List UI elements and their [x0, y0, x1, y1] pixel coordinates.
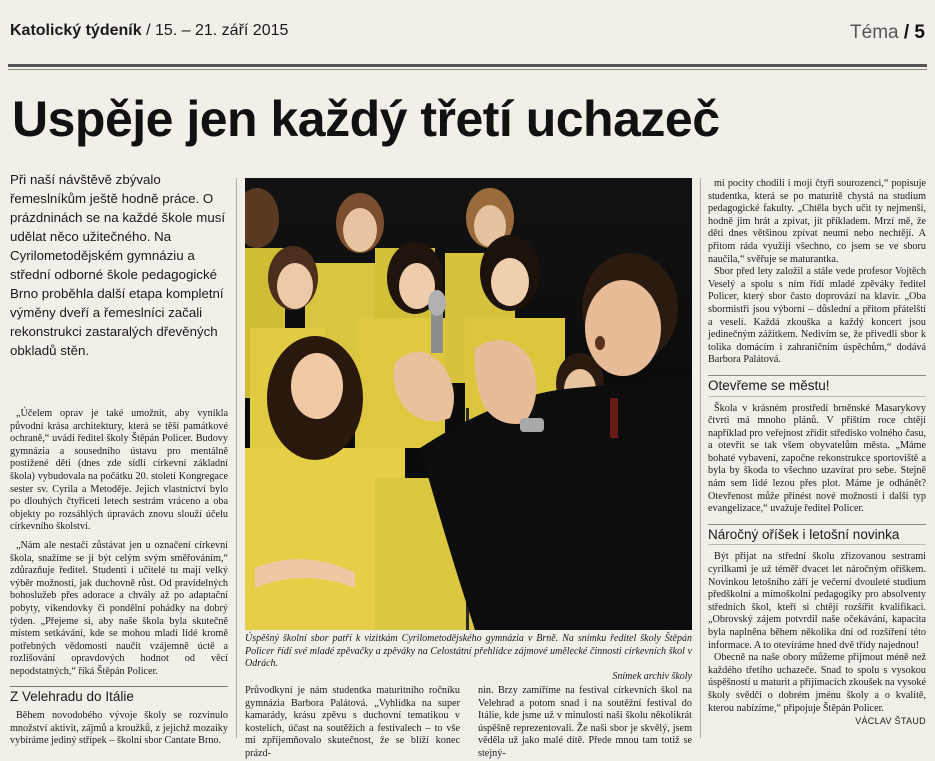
author-signoff: VÁCLAV ŠTAUD: [855, 716, 926, 727]
right-paragraph-2: Sbor před lety založil a stále vede profesor Vojtěch Veselý a spolu s ním řídí mladé zpěváky ředitel Policer, který sbor často doprovází na klavír. „Oba sbormistři jsou výborní – důslední a přitom přátelští a veselí. Každá zkouška a každý koncert jsou jedinečným zážitkem. Nedivím se, že přivedli sbor k tolika domácím i zahraničním úspěchům,“ dodává Barbora Palátová.: [708, 266, 926, 366]
section-heading-novinka: Náročný oříšek i letošní novinka: [708, 524, 926, 546]
masthead-left: [10, 22, 288, 40]
left-paragraph-3: Během novodobého vývoje školy se rozvinulo množství aktivit, zájmů a kroužků, z jejichž mozaiky vybíráme jediný střípek – školní sbor Cantate Brno.: [10, 710, 228, 747]
issue-date: / 15. – 21. září 2015: [146, 22, 289, 39]
left-paragraph-1: „Účelem oprav je také umožnit, aby vynikla původní krása architektury, která se těší památkové ochraně,“ uvádí ředitel školy Štěpán Policer. Budovy gymnázia a sousedního ústavu pro mentálně postižené děti (dnes zde sídlí církevní základní škola) vybudovala na počátku 20. století Kongregace sester sv. Cyrila a Metoděje. Jejich vlastnictví bylo po dlouhých čtyřiceti letech sestrám vráceno a oba objekty po rozsáhlých úpravách znovu slouží účelu církevního školství.: [10, 408, 228, 533]
masthead: [10, 22, 925, 52]
column-divider-left: [236, 178, 237, 738]
right-paragraph-1: mi pocity chodili i moji čtyři sourozenci,“ popisuje studentka, která se po maturitě chystá na studium pedagogické fakulty. „Chtěla bych učit ty nejmenší, hodně jim hrát a zpívat, jít příkladem. Mrzí mě, že děti dnes většinou zpívat neumí nebo nechtějí. A přitom ráda využiji všechno, co jsem se ve sboru naučila,“ svěřuje se maturantka.: [708, 178, 926, 265]
right-paragraph-4: Být přijat na střední školu zřizovanou sestrami cyrilkami je už téměř dvacet let náročným oříškem. Novinkou letošního září je večerní dvouleté studium předškolní a mimoškolní pedagogiky pro absolventy středních škol, kteří si chtějí rozšířit kvalifikaci. „Obrovský zájem potvrdil naše očekávání, kapacita byla naplněna během několika dní od rozšíření této informace. A to otevíráme hned dvě třídy najednou!: [708, 551, 926, 651]
left-column: [10, 408, 228, 748]
section-name: Téma: [850, 22, 899, 43]
bottom-right-column: nin. Brzy zamíříme na festival církevních škol na Velehrad a potom snad i na soutěžní festival do Itálie, kde jsme už v minulosti naši školu několikrát úspěšně reprezentovali. Že naši sbor je skvělý, jsem věděla už jako malé dítě. Přede mnou tam totiž se stejný-: [478, 685, 692, 759]
right-column: [708, 178, 926, 728]
left-paragraph-2: „Nám ale nestačí zůstávat jen u označení církevní škola, snažíme se ji být celým svým směřováním,“ zdůrazňuje ředitel. Studenti i učitelé tu mají velký výběr možností, jak duchovně růst. Od pravidelných bohoslužeb přes adorace a chvály až po adaptační pobyty, víkendovky či pondělní pohádky na dobrý týden. „Přejeme si, aby naše škola byla skutečně místem setkávání, kde se mohou mladí lidé kromě potřebných vědomostí naučit vzájemně úctě a rozlišování opravdových hodnot od věcí nepodstatných,“ říká Štěpán Policer.: [10, 539, 228, 677]
lead-paragraph: Při naší návštěvě zbývalo řemeslníkům ještě hodně práce. O prázdninách se na každé škole musí udělat něco užitečného. Na Cyrilometodějském gymnáziu a střední odborné škole pedagogické Brno proběhla další etapa kompletní výměny dveří a řemeslníci začali rekonstrukci zastaralých dřevěných obkladů stěn.: [10, 172, 226, 358]
page-number: / 5: [903, 22, 925, 43]
section-heading-velehrad: Z Velehradu do Itálie: [10, 686, 228, 704]
section-heading-open-city: Otevřeme se městu!: [708, 375, 926, 397]
bottom-middle-column: Průvodkyní je nám studentka maturitního ročníku gymnázia Barbora Palátová. „Vyhlídka na super kamarády, krásu zpěvu s duchovní tematikou v kostelích, účast na soutěžích a festivalech – to vše mi zpříjemňovalo skutečnost, že se blíží konec prázd-: [245, 685, 460, 759]
photo-caption: [245, 633, 692, 683]
headline: Uspěje jen každý třetí uchazeč: [12, 91, 720, 147]
caption-text: Úspěšný školní sbor patří k vizitkám Cyrilometodějského gymnázia v Brně. Na snímku ředitel školy Štěpán Policer řídí své mladé zpěvačky a zpěváky na Celostátní přehlídce zájmové umělecké činnosti církevních škol v Odrách.: [245, 633, 692, 669]
header-rule-thin: [8, 69, 927, 70]
header-rule: [8, 64, 927, 67]
photo-credit: Snímek archiv školy: [612, 670, 692, 682]
right-paragraph-5: Obecně na naše obory můžeme přijmout méně než každého třetího uchazeče. Snad to spolu s vysokou úspěšností u maturit a přijímacích zkoušek na vysoké školy svědčí o dobrém jménu školy a o kvalitě, kterou nabízíme,“ připojuje Štěpán Policer.: [708, 652, 926, 714]
column-divider-right: [700, 178, 701, 738]
right-paragraph-3: Škola v krásném prostředí brněnské Masarykovy čtvrti má mnoho plánů. V příštím roce chtějí například pro veřejnost zřídit středisko volného času, a otevřít se tak všem obyvatelům města. „Máme bohaté vybavení, započne rekonstrukce sportoviště a byla by škoda to všechno uzavírat pro sebe. Stejně nám sem lidé lezou přes plot. Máme je odhánět? Otevřenost může přinést nové možnosti i další typ evangelizace,“ uvažuje ředitel Policer.: [708, 402, 926, 515]
choir-photo: [245, 178, 692, 630]
choir-photo-illustration: [245, 178, 692, 630]
masthead-right: [850, 22, 925, 44]
paper-name: Katolický týdeník: [10, 22, 142, 39]
